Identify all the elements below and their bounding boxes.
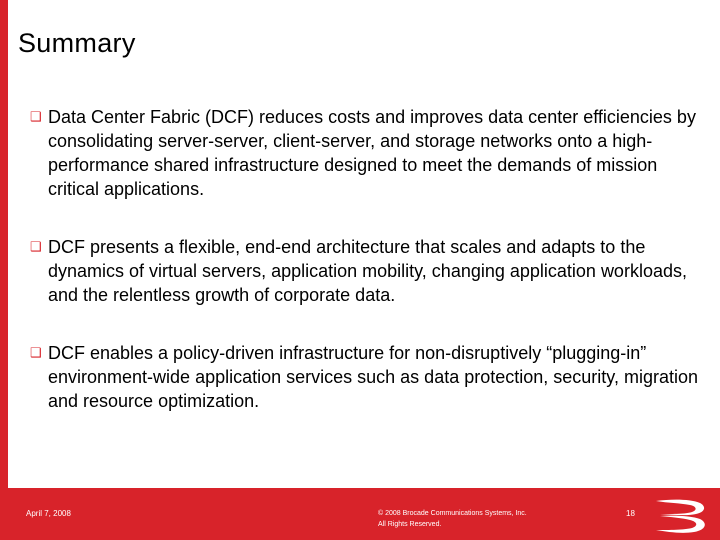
brocade-logo-icon (652, 494, 710, 536)
left-accent-bar (0, 0, 8, 488)
bullet-text: DCF enables a policy-driven infrastructure for non-disruptively “plugging-in” environment-wide application services such as data protection, security, migration and resource optimization. (48, 343, 698, 411)
footer-date: April 7, 2008 (26, 509, 71, 518)
bullet-text: Data Center Fabric (DCF) reduces costs and improves data center efficiencies by consolidating server-server, client-server, and storage networks onto a high-performance shared infrastructure designed to meet the demands of mission critical applications. (48, 107, 696, 199)
footer-copyright (378, 508, 527, 530)
bullet-list (30, 105, 705, 447)
page-number: 18 (626, 509, 635, 518)
copyright-line-2: All Rights Reserved. (378, 521, 442, 528)
open-bullet-icon: ❑ (30, 239, 42, 254)
bullet-item-2 (30, 235, 705, 307)
copyright-line-1: © 2008 Brocade Communications Systems, Inc. (378, 510, 527, 517)
footer-bar (0, 488, 720, 540)
bullet-item-1 (30, 105, 705, 201)
open-bullet-icon: ❑ (30, 345, 42, 360)
open-bullet-icon: ❑ (30, 109, 42, 124)
bullet-text: DCF presents a flexible, end-end architecture that scales and adapts to the dynamics of virtual servers, application mobility, changing application workloads, and the relentless growth of corporate data. (48, 237, 687, 305)
slide-title: Summary (18, 28, 136, 58)
bullet-item-3 (30, 341, 705, 413)
